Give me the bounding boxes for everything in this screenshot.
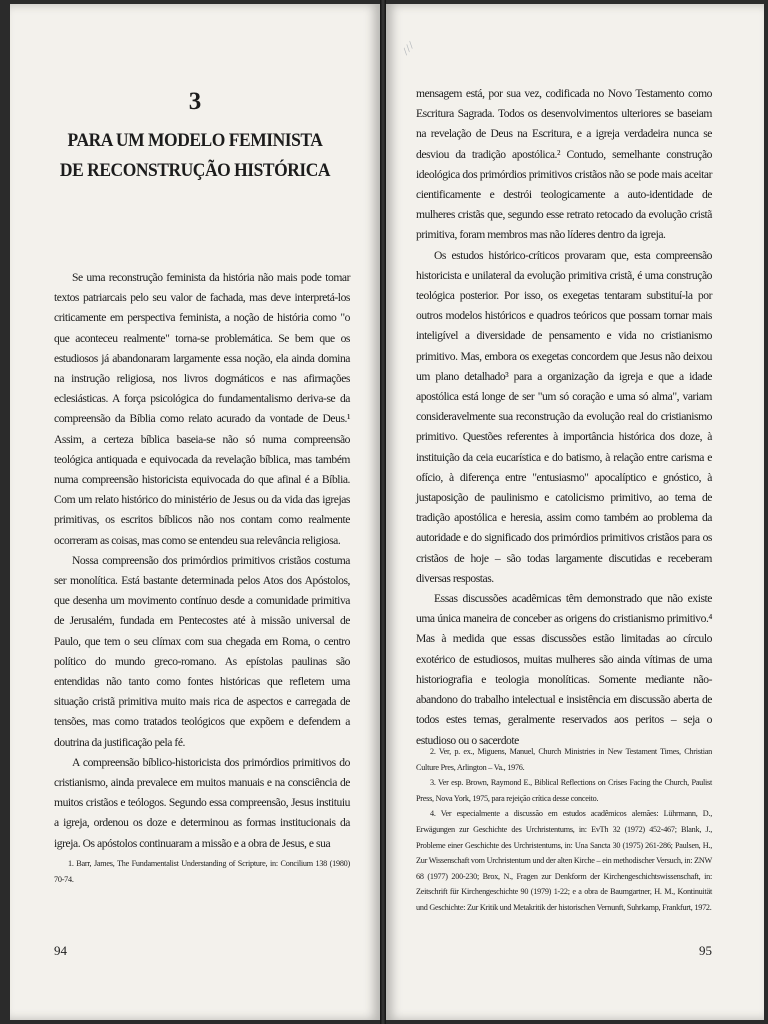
chapter-title-line-2: DE RECONSTRUÇÃO HISTÓRICA <box>59 160 331 181</box>
chapter-title-line-1: PARA UM MODELO FEMINISTA <box>67 130 323 151</box>
page-number: 95 <box>699 943 712 958</box>
paragraph: mensagem está, por sua vez, codificada no Novo Testamento como Escritura Sagrada. Todos os desenvolvimentos ulteriores se baseiam na revelação de Deus na Escritura, e a igreja verdadeira nunca se desviou da tradição apostólica.² Contudo, semelhante construção ideológica dos primórdios primitivos cristãos não se pode mais aceitar cientificamente e destrói teologicamente a auto-identidade de mulheres cristãs que, segundo esse retrato retocado da evolução cristã primitiva, foram membros mas não líderes dentro da igreja. <box>416 87 712 242</box>
paragraph: Nossa compreensão dos primórdios primitivos cristãos costuma ser monolítica. Está bastante determinada pelos Atos dos Apóstolos, que desenha um movimento contínuo desde a comunidade primitiva de Jerusalém, fundada em Pentecostes até à missão universal de Paulo, que tem o seu clímax com sua chegada em Roma, o centro político do mundo greco-romano. As epístolas paulinas são entendidas não tanto como fontes históricas que refletem uma situação cristã primitiva muito mais rica de aspectos e carregada de tensões, mas como tratados teológicos que expõem e defendem a doutrina da justificação pela fé. <box>54 553 350 749</box>
paragraph: Se uma reconstrução feminista da história não mais pode tomar textos patriarcais pelo seu valor de fachada, mas deve interpretá-los criticamente em perspectiva feminista, a noção de história como "o que aconteceu realmente" torna-se problemática. Se bem que os estudiosos já abandonaram largamente essa noção, ela ainda domina na instrução religiosa, nos livros dogmáticos e nas afirmações eclesiásticas. A força psicológica do fundamentalismo deriva-se da compreensão da Bíblia como relato acurado da vontade de Deus.¹ Assim, a certeza bíblica baseia-se não só numa compreensão teológica antiquada e equivocada da revelação bíblica, mas também numa compreensão historicista equivocada do que afinal é a Bíblia. Com um relato histórico do ministério de Jesus ou da vida das igrejas primitivas, os escritos bíblicos não nos contam como realmente ocorreram as coisas, mas como se entendeu sua relevância religiosa. <box>54 271 350 547</box>
chapter-number: 3 <box>188 88 202 115</box>
left-page <box>10 4 380 1020</box>
pencil-marks: ⁄ ⁄ ⁄ <box>401 41 417 57</box>
paragraph: Essas discussões acadêmicas têm demonstrado que não existe uma única maneira de conceber as origens do cristianismo primitivo.⁴ Mas à medida que essas discussões estão limitadas ao círculo exotérico de estudiosos, muitas mulheres são ainda vítimas de uma historiografia e teologia monolíticas. Somente mediante não-abandono do trabalho intelectual e insistência em discussão aberta de todos estes temas, geralmente reservados aos peritos – seja o estudioso ou o sacerdote <box>416 592 712 747</box>
footnote: 2. Ver, p. ex., Miguens, Manuel, Church Ministries in New Testament Times, Christian Culture Pres, Arlington – Va., 1976. <box>416 747 712 772</box>
paragraph: Os estudos histórico-críticos provaram que, esta compreensão historicista e unilateral da evolução primitiva cristã, é uma construção teológica posterior. Por isso, os exegetas tentaram substituí-la por outros modelos históricos e quadros teóricos que possam tornar mais inteligível a diversidade de pensamento e vida no cristianismo primitivo. Mas, embora os exegetas concordem que Jesus não deixou um plano detalhado³ para a organização da igreja e que a idade apostólica está longe de ser "um só coração e uma só alma", variam consideravelmente sua reconstrução da evolução real do cristianismo primitivo. Questões referentes à importância histórica dos doze, à instituição da ceia eucarística e do batismo, à relação entre carisma e ofício, à diferença entre "entusiasmo" apocalíptico e gnóstico, à justaposição de paulinismo e catolicismo primitivo, ao tema de tradição apostólica e heresia, assim como também ao problema da autoridade e do significado dos primórdios primitivos cristãos para os cristãos de hoje – são todas largamente discutidas e receberam diversas respostas. <box>416 248 712 585</box>
right-page <box>386 4 764 1020</box>
right-body-text <box>416 84 712 751</box>
left-footnotes <box>54 856 350 887</box>
page-number: 94 <box>54 943 67 958</box>
footnote: 1. Barr, James, The Fundamentalist Understanding of Scripture, in: Concilium 138 (1980) 70-74. <box>54 859 350 884</box>
paragraph: A compreensão bíblico-historicista dos primórdios primitivos do cristianismo, ainda prevalece em muitos manuais e na consciência de muitos cristãos e teólogos. Segundo essa compreensão, Jesus instituiu a igreja, ordenou os doze e determinou as formas institucionais da igreja. Os apóstolos continuaram a missão e a obra de Jesus, e sua <box>54 755 350 850</box>
footnote: 3. Ver esp. Brown, Raymond E., Biblical Reflections on Crises Facing the Church, Paulist Press, Nova York, 1975, para rejeição crítica desse conceito. <box>416 778 712 803</box>
left-body-text <box>54 268 350 854</box>
chapter-title <box>43 126 347 186</box>
right-footnotes <box>416 744 712 916</box>
footnote: 4. Ver especialmente a discussão em estudos acadêmicos alemães: Lührmann, D., Erwägungen zur Geschichte des Urchristentums, in: EvTh 32 (1972) 452-467; Blank, J., Probleme einer Geschichte des Urchristentums, in: Una Sancta 30 (1975) 261-286; Paulsen, H., Zur Wissenschaft vom Urchristentum und der alten Kirche – ein methodischer Versuch, in: ZNW 68 (1977) 200-230; Brox, N., Fragen zur Denkform der Kirchengeschichtswissenschaft, in: Zeitschrift für Kirchengeschichte 90 (1979) 1-22; e a obra de Baumgartner, H. M., Kontinuität und Geschichte: Zur Kritik und Metakritik der historischen Vernunft, Suhrkamp, Frankfurt, 1972. <box>416 809 712 912</box>
